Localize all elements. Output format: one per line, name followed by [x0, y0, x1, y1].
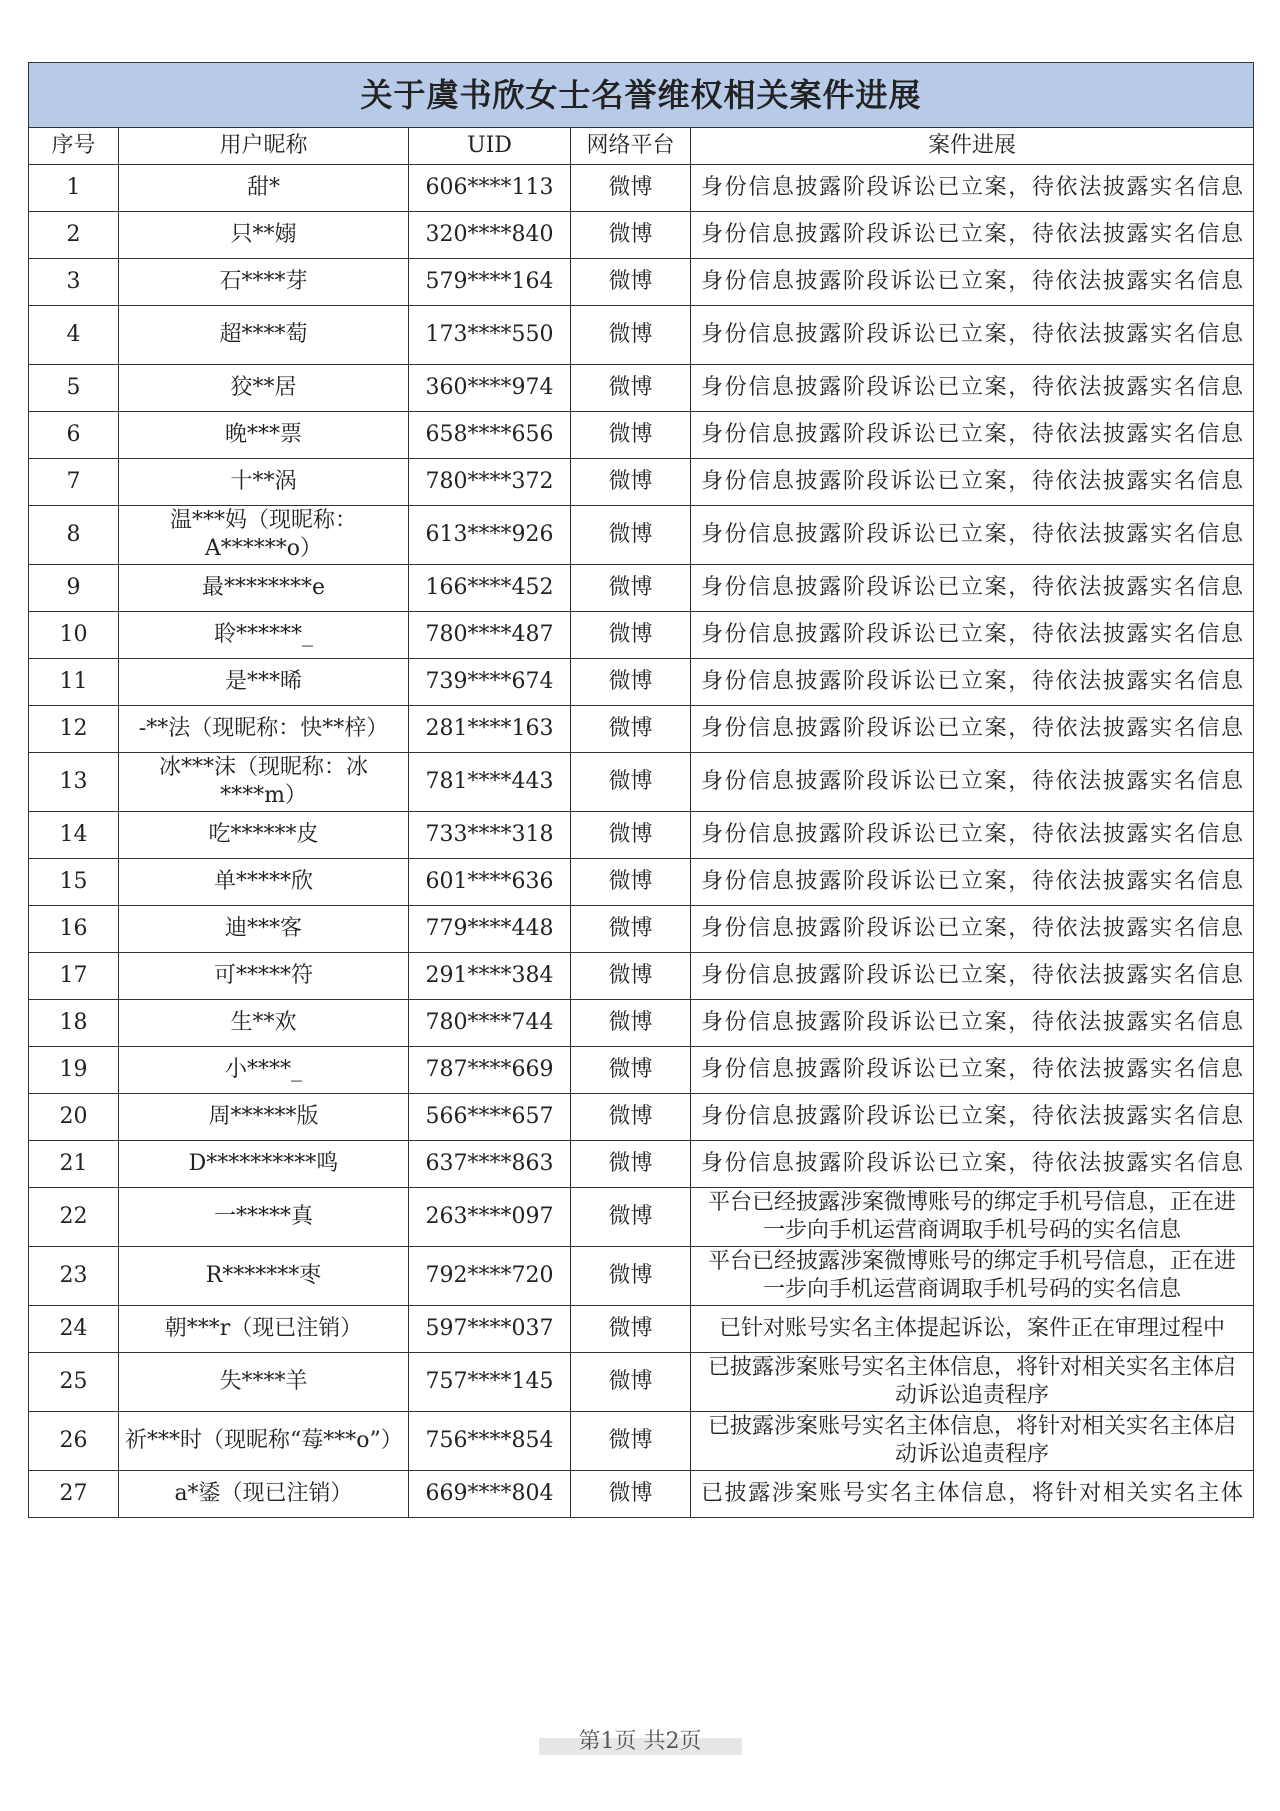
platform-name: 微博	[571, 459, 691, 506]
table-body	[29, 165, 1254, 1518]
row-number: 26	[29, 1412, 119, 1471]
case-progress: 身份信息披露阶段诉讼已立案，待依法披露实名信息	[691, 412, 1254, 459]
user-uid: 597****037	[409, 1306, 571, 1353]
case-progress: 身份信息披露阶段诉讼已立案，待依法披露实名信息	[691, 953, 1254, 1000]
row-number: 20	[29, 1094, 119, 1141]
table-row	[29, 1471, 1254, 1518]
case-progress: 身份信息披露阶段诉讼已立案，待依法披露实名信息	[691, 859, 1254, 906]
row-number: 11	[29, 659, 119, 706]
row-number: 7	[29, 459, 119, 506]
platform-name: 微博	[571, 412, 691, 459]
table-row	[29, 259, 1254, 306]
platform-name: 微博	[571, 1353, 691, 1412]
case-progress: 身份信息披露阶段诉讼已立案，待依法披露实名信息	[691, 259, 1254, 306]
platform-name: 微博	[571, 506, 691, 565]
document-title: 关于虞书欣女士名誉维权相关案件进展	[29, 63, 1254, 128]
row-number: 24	[29, 1306, 119, 1353]
row-number: 13	[29, 753, 119, 812]
column-header-platform: 网络平台	[571, 128, 691, 165]
user-uid: 613****926	[409, 506, 571, 565]
column-header-progress: 案件进展	[691, 128, 1254, 165]
user-uid: 792****720	[409, 1247, 571, 1306]
user-nickname: 单*****欣	[119, 859, 409, 906]
platform-name: 微博	[571, 1471, 691, 1518]
platform-name: 微博	[571, 753, 691, 812]
user-uid: 606****113	[409, 165, 571, 212]
user-nickname: 迪***客	[119, 906, 409, 953]
user-nickname: 一*****真	[119, 1188, 409, 1247]
table-row	[29, 753, 1254, 812]
case-progress: 身份信息披露阶段诉讼已立案，待依法披露实名信息	[691, 306, 1254, 365]
user-nickname: 失****羊	[119, 1353, 409, 1412]
case-progress: 身份信息披露阶段诉讼已立案，待依法披露实名信息	[691, 659, 1254, 706]
platform-name: 微博	[571, 706, 691, 753]
case-progress: 已披露涉案账号实名主体信息，将针对相关实名主体启动诉讼追责程序	[691, 1353, 1254, 1412]
table-row	[29, 906, 1254, 953]
user-uid: 320****840	[409, 212, 571, 259]
platform-name: 微博	[571, 1188, 691, 1247]
case-progress: 已披露涉案账号实名主体信息，将针对相关实名主体	[691, 1471, 1254, 1518]
table-row	[29, 365, 1254, 412]
table-row	[29, 859, 1254, 906]
row-number: 17	[29, 953, 119, 1000]
table-row	[29, 1000, 1254, 1047]
row-number: 25	[29, 1353, 119, 1412]
table-row	[29, 1412, 1254, 1471]
table-row	[29, 1306, 1254, 1353]
row-number: 9	[29, 565, 119, 612]
column-header-uid: UID	[409, 128, 571, 165]
case-table	[28, 62, 1254, 1518]
case-progress: 身份信息披露阶段诉讼已立案，待依法披露实名信息	[691, 612, 1254, 659]
case-progress: 身份信息披露阶段诉讼已立案，待依法披露实名信息	[691, 1141, 1254, 1188]
table-row	[29, 1094, 1254, 1141]
row-number: 4	[29, 306, 119, 365]
user-nickname: 可*****符	[119, 953, 409, 1000]
user-nickname: D**********鸣	[119, 1141, 409, 1188]
row-number: 21	[29, 1141, 119, 1188]
case-progress: 身份信息披露阶段诉讼已立案，待依法披露实名信息	[691, 1094, 1254, 1141]
platform-name: 微博	[571, 1094, 691, 1141]
column-header-no: 序号	[29, 128, 119, 165]
platform-name: 微博	[571, 659, 691, 706]
user-uid: 739****674	[409, 659, 571, 706]
case-progress-document	[28, 62, 1253, 1518]
user-uid: 637****863	[409, 1141, 571, 1188]
table-row	[29, 306, 1254, 365]
user-uid: 757****145	[409, 1353, 571, 1412]
row-number: 14	[29, 812, 119, 859]
case-progress: 身份信息披露阶段诉讼已立案，待依法披露实名信息	[691, 365, 1254, 412]
user-nickname: 祈***时（现昵称“莓***o”）	[119, 1412, 409, 1471]
platform-name: 微博	[571, 1000, 691, 1047]
platform-name: 微博	[571, 565, 691, 612]
platform-name: 微博	[571, 306, 691, 365]
user-uid: 566****657	[409, 1094, 571, 1141]
platform-name: 微博	[571, 259, 691, 306]
user-uid: 173****550	[409, 306, 571, 365]
row-number: 1	[29, 165, 119, 212]
page-number: 第1页 共2页	[539, 1724, 742, 1755]
table-row	[29, 1247, 1254, 1306]
table-row	[29, 1188, 1254, 1247]
column-header-nickname: 用户昵称	[119, 128, 409, 165]
platform-name: 微博	[571, 612, 691, 659]
user-nickname: a*鋈（现已注销）	[119, 1471, 409, 1518]
user-nickname: 最********e	[119, 565, 409, 612]
user-uid: 291****384	[409, 953, 571, 1000]
case-progress: 身份信息披露阶段诉讼已立案，待依法披露实名信息	[691, 1000, 1254, 1047]
user-nickname: 温***妈（现昵称：A******o）	[119, 506, 409, 565]
row-number: 6	[29, 412, 119, 459]
user-nickname: 十**涡	[119, 459, 409, 506]
case-progress: 已披露涉案账号实名主体信息，将针对相关实名主体启动诉讼追责程序	[691, 1412, 1254, 1471]
case-progress: 身份信息披露阶段诉讼已立案，待依法披露实名信息	[691, 165, 1254, 212]
page-footer	[0, 1724, 1280, 1755]
row-number: 27	[29, 1471, 119, 1518]
case-progress: 身份信息披露阶段诉讼已立案，待依法披露实名信息	[691, 506, 1254, 565]
table-row	[29, 412, 1254, 459]
user-uid: 780****372	[409, 459, 571, 506]
row-number: 22	[29, 1188, 119, 1247]
user-nickname: 只**嫋	[119, 212, 409, 259]
row-number: 15	[29, 859, 119, 906]
table-header-row	[29, 128, 1254, 165]
platform-name: 微博	[571, 812, 691, 859]
user-nickname: 晚***票	[119, 412, 409, 459]
case-progress: 身份信息披露阶段诉讼已立案，待依法披露实名信息	[691, 906, 1254, 953]
user-uid: 281****163	[409, 706, 571, 753]
table-row	[29, 953, 1254, 1000]
user-uid: 669****804	[409, 1471, 571, 1518]
case-progress: 身份信息披露阶段诉讼已立案，待依法披露实名信息	[691, 565, 1254, 612]
table-row	[29, 165, 1254, 212]
row-number: 18	[29, 1000, 119, 1047]
user-nickname: 狡**居	[119, 365, 409, 412]
user-uid: 579****164	[409, 259, 571, 306]
user-uid: 779****448	[409, 906, 571, 953]
user-nickname: 聆******_	[119, 612, 409, 659]
user-nickname: 小****_	[119, 1047, 409, 1094]
platform-name: 微博	[571, 1306, 691, 1353]
row-number: 10	[29, 612, 119, 659]
user-uid: 166****452	[409, 565, 571, 612]
table-row	[29, 506, 1254, 565]
table-row	[29, 1141, 1254, 1188]
case-progress: 身份信息披露阶段诉讼已立案，待依法披露实名信息	[691, 459, 1254, 506]
platform-name: 微博	[571, 1047, 691, 1094]
user-uid: 780****487	[409, 612, 571, 659]
table-row	[29, 659, 1254, 706]
user-nickname: 生**欢	[119, 1000, 409, 1047]
platform-name: 微博	[571, 906, 691, 953]
user-nickname: 甜*	[119, 165, 409, 212]
user-nickname: R*******枣	[119, 1247, 409, 1306]
case-progress: 已针对账号实名主体提起诉讼，案件正在审理过程中	[691, 1306, 1254, 1353]
user-nickname: 冰***沫（现昵称：冰****m）	[119, 753, 409, 812]
table-row	[29, 706, 1254, 753]
user-nickname: 是***晞	[119, 659, 409, 706]
platform-name: 微博	[571, 165, 691, 212]
table-row	[29, 1047, 1254, 1094]
user-nickname: -**法（现昵称：快**梓）	[119, 706, 409, 753]
row-number: 23	[29, 1247, 119, 1306]
row-number: 8	[29, 506, 119, 565]
platform-name: 微博	[571, 365, 691, 412]
row-number: 19	[29, 1047, 119, 1094]
user-uid: 781****443	[409, 753, 571, 812]
case-progress: 身份信息披露阶段诉讼已立案，待依法披露实名信息	[691, 1047, 1254, 1094]
table-row	[29, 565, 1254, 612]
row-number: 2	[29, 212, 119, 259]
case-progress: 身份信息披露阶段诉讼已立案，待依法披露实名信息	[691, 812, 1254, 859]
user-uid: 360****974	[409, 365, 571, 412]
platform-name: 微博	[571, 1141, 691, 1188]
case-progress: 身份信息披露阶段诉讼已立案，待依法披露实名信息	[691, 212, 1254, 259]
row-number: 3	[29, 259, 119, 306]
user-uid: 263****097	[409, 1188, 571, 1247]
user-nickname: 吃******皮	[119, 812, 409, 859]
user-uid: 733****318	[409, 812, 571, 859]
table-row	[29, 212, 1254, 259]
user-nickname: 朝***r（现已注销）	[119, 1306, 409, 1353]
user-uid: 658****656	[409, 412, 571, 459]
platform-name: 微博	[571, 953, 691, 1000]
row-number: 5	[29, 365, 119, 412]
case-progress: 身份信息披露阶段诉讼已立案，待依法披露实名信息	[691, 706, 1254, 753]
table-row	[29, 459, 1254, 506]
user-uid: 601****636	[409, 859, 571, 906]
row-number: 12	[29, 706, 119, 753]
platform-name: 微博	[571, 1247, 691, 1306]
row-number: 16	[29, 906, 119, 953]
table-row	[29, 612, 1254, 659]
case-progress: 身份信息披露阶段诉讼已立案，待依法披露实名信息	[691, 753, 1254, 812]
case-progress: 平台已经披露涉案微博账号的绑定手机号信息，正在进一步向手机运营商调取手机号码的实名信息	[691, 1188, 1254, 1247]
user-uid: 780****744	[409, 1000, 571, 1047]
user-nickname: 超****萄	[119, 306, 409, 365]
platform-name: 微博	[571, 859, 691, 906]
user-uid: 756****854	[409, 1412, 571, 1471]
platform-name: 微博	[571, 212, 691, 259]
case-progress: 平台已经披露涉案微博账号的绑定手机号信息，正在进一步向手机运营商调取手机号码的实名信息	[691, 1247, 1254, 1306]
user-nickname: 周******版	[119, 1094, 409, 1141]
platform-name: 微博	[571, 1412, 691, 1471]
user-uid: 787****669	[409, 1047, 571, 1094]
user-nickname: 石****芽	[119, 259, 409, 306]
table-row	[29, 812, 1254, 859]
table-row	[29, 1353, 1254, 1412]
